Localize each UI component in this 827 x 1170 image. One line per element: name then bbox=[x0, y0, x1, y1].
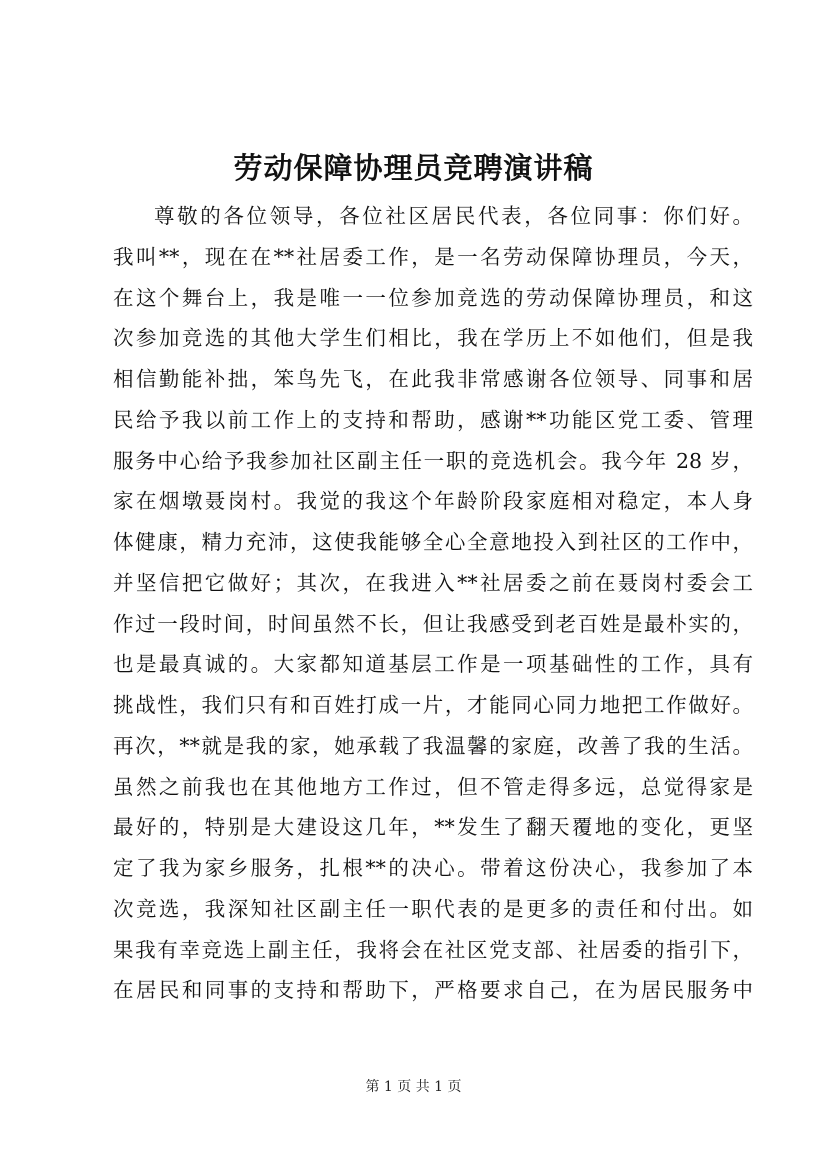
document-body bbox=[113, 196, 753, 1011]
page-footer: 第 1 页 共 1 页 bbox=[365, 1079, 462, 1095]
body-line: 虽然之前我也在其他地方工作过，但不管走得多远，总觉得家是 bbox=[113, 774, 753, 799]
body-line: 定了我为家乡服务，扎根**的决心。带着这份决心，我参加了本 bbox=[113, 856, 753, 880]
body-line: 体健康，精力充沛，这使我能够全心全意地投入到社区的工作中， bbox=[113, 530, 753, 554]
body-line: 服务中心给予我参加社区副主任一职的竞选机会。我今年 28 岁， bbox=[113, 448, 753, 473]
body-line: 作过一段时间，时间虽然不长，但让我感受到老百姓是最朴实的， bbox=[113, 611, 753, 636]
body-line: 家在烟墩聂岗村。我觉的我这个年龄阶段家庭相对稳定，本人身 bbox=[113, 489, 753, 514]
body-line: 并坚信把它做好；其次，在我进入**社居委之前在聂岗村委会工 bbox=[113, 570, 753, 595]
body-line: 次参加竞选的其他大学生们相比，我在学历上不如他们，但是我 bbox=[113, 326, 753, 351]
body-line: 再次，**就是我的家，她承载了我温馨的家庭，改善了我的生活。 bbox=[113, 733, 753, 758]
body-line: 最好的，特别是大建设这几年，**发生了翻天覆地的变化，更坚 bbox=[113, 815, 753, 840]
body-line: 在居民和同事的支持和帮助下，严格要求自己，在为居民服务中 bbox=[113, 978, 753, 1003]
body-line: 果我有幸竞选上副主任，我将会在社区党支部、社居委的指引下， bbox=[113, 937, 753, 962]
body-line: 次竞选，我深知社区副主任一职代表的是更多的责任和付出。如 bbox=[113, 896, 753, 921]
body-line: 也是最真诚的。大家都知道基层工作是一项基础性的工作，具有 bbox=[113, 652, 753, 677]
body-line: 在这个舞台上，我是唯一一位参加竞选的劳动保障协理员，和这 bbox=[113, 285, 753, 310]
document-title: 劳动保障协理员竞聘演讲稿 bbox=[233, 151, 594, 185]
body-line: 尊敬的各位领导，各位社区居民代表，各位同事：你们好。 bbox=[154, 204, 753, 228]
body-line: 民给予我以前工作上的支持和帮助，感谢**功能区党工委、管理 bbox=[113, 407, 753, 432]
body-line: 相信勤能补拙，笨鸟先飞，在此我非常感谢各位领导、同事和居 bbox=[113, 367, 753, 391]
body-line: 挑战性，我们只有和百姓打成一片，才能同心同力地把工作做好。 bbox=[113, 693, 753, 717]
body-line: 我叫**，现在在**社居委工作，是一名劳动保障协理员，今天， bbox=[113, 244, 753, 269]
